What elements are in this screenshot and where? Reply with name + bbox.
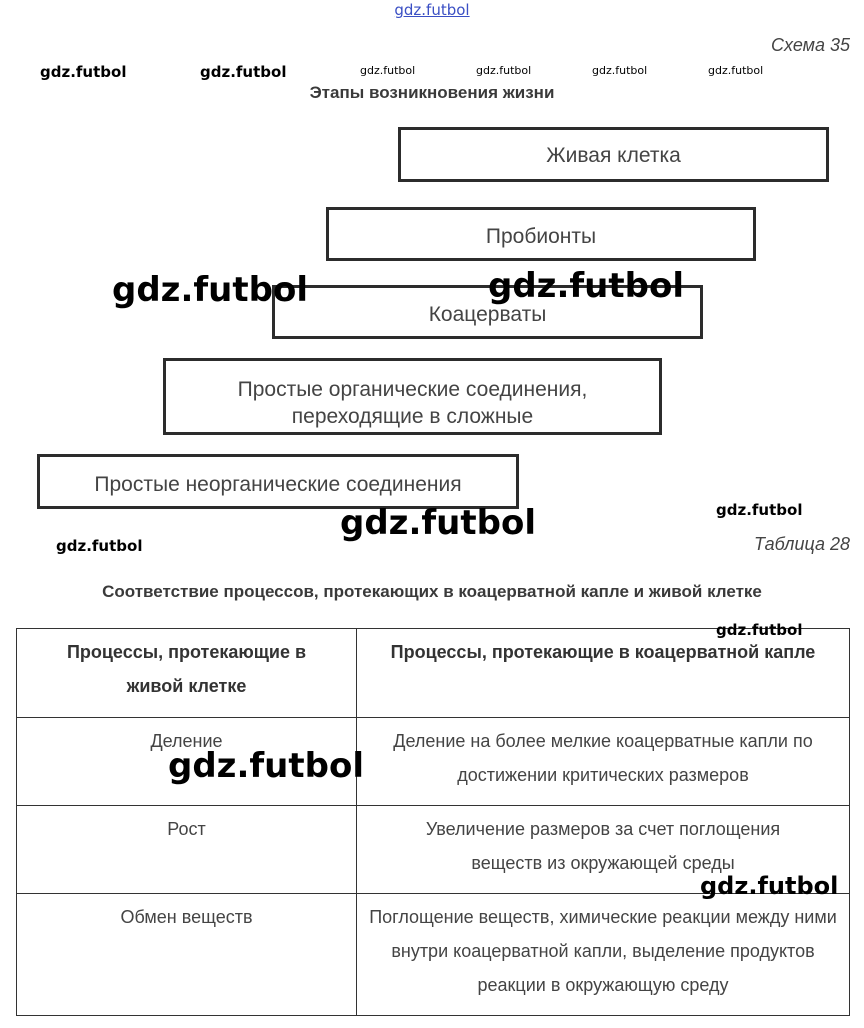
table-header-row <box>17 629 850 718</box>
stage-text: Простые неорганические соединения <box>94 473 462 496</box>
watermark: gdz.futbol <box>112 270 308 310</box>
watermark: gdz.futbol <box>168 746 364 786</box>
watermark: gdz.futbol <box>716 621 803 639</box>
stage-text: Пробионты <box>485 225 597 248</box>
stage-text: Коацерваты <box>428 303 547 326</box>
watermark: gdz.futbol <box>40 63 127 81</box>
watermark: gdz.futbol <box>592 64 648 77</box>
table-row <box>17 894 850 1016</box>
stage-box-probionts <box>326 207 756 261</box>
watermark: gdz.futbol <box>488 266 684 306</box>
stage-text: Живая клетка <box>546 144 681 167</box>
watermark: gdz.futbol <box>476 64 532 77</box>
table-cell: Деление <box>17 718 357 806</box>
table-row <box>17 718 850 806</box>
watermark: gdz.futbol <box>700 872 839 900</box>
watermark: gdz.futbol <box>360 64 416 77</box>
stage-box-simple-organic <box>163 358 662 435</box>
watermark: gdz.futbol <box>200 63 287 81</box>
watermark: gdz.futbol <box>340 503 536 543</box>
table-header-cell: Процессы, протекающие в живой клетке <box>17 629 357 718</box>
scheme-label: Схема 35 <box>771 35 850 55</box>
watermark-top: gdz.futbol <box>394 1 470 19</box>
table-cell: Поглощение веществ, химические реакции между ними внутри коацерватной капли, выделение продуктов реакции в окружающую среду <box>357 894 850 1016</box>
stage-box-living-cell <box>398 127 829 182</box>
stage-text-line2: переходящие в сложные <box>291 405 534 428</box>
table-cell: Деление на более мелкие коацерватные капли по достижении критических размеров <box>357 718 850 806</box>
watermark: gdz.futbol <box>716 501 803 519</box>
table-cell: Рост <box>17 806 357 894</box>
watermark: gdz.futbol <box>708 64 764 77</box>
table-cell: Обмен веществ <box>17 894 357 1016</box>
table-label: Таблица 28 <box>753 534 850 554</box>
table-cell: Увеличение размеров за счет поглощения веществ из окружающей среды <box>357 806 850 894</box>
processes-table <box>16 628 850 1016</box>
stage-text-line1: Простые органические соединения, <box>237 378 588 401</box>
stage-box-simple-inorganic <box>37 454 519 509</box>
table-title: Соответствие процессов, протекающих в коацерватной капле и живой клетке <box>102 582 762 601</box>
watermark: gdz.futbol <box>56 537 143 555</box>
table-header-cell: Процессы, протекающие в коацерватной капле <box>357 629 850 718</box>
scheme-title: Этапы возникновения жизни <box>309 83 555 102</box>
